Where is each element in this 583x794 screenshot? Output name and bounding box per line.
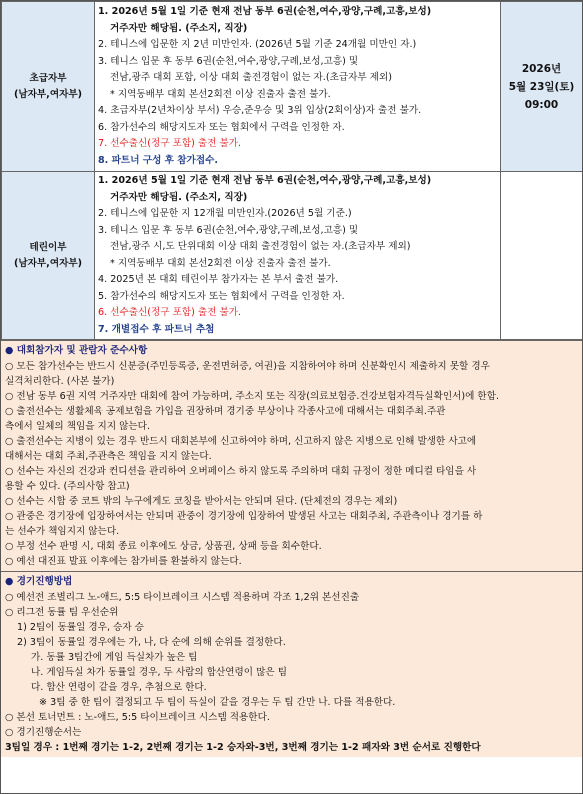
notice-heading: [5, 343, 578, 359]
method-line: ○ 경기진행순서는: [5, 727, 82, 738]
method-heading: [5, 574, 578, 590]
method-line: 3팀일 경우 : 1번째 경기는 1-2, 2번째 경기는 1-2 승자와-3번, 3번째 경기는 1-2 패자와 3번 순서로 진행한다: [5, 742, 481, 753]
division-table: [1, 1, 583, 340]
rule-line: 3. 테니스 입문 후 동부 6권(순천,여수,광양,구례,보성,고흥) 및: [98, 55, 359, 67]
rule-line: 2. 테니스에 입문한 지 12개월 미만인자.(2026년 5월 기준.): [98, 208, 352, 219]
rule-line: 1. 2026년 5월 1일 기준 현재 전남 동부 6권(순천,여수,광양,구례,고흥,보성): [98, 175, 432, 186]
notice-line: ○ 관중은 경기장에 입장하여서는 안되며 관중이 경기장에 입장하여 발생된 사고는 대회주최, 주관측이나 경기를 하: [5, 511, 483, 522]
rule-line: 거주자만 해당됨. (주소지, 직장): [110, 22, 248, 34]
date-cell-empty: [501, 172, 583, 340]
rule-line: 전남,광주 시,도 단위대회 이상 대회 출전경험이 없는 자.(초급자부 제외): [110, 241, 411, 252]
notice-line: ○ 예선 대진표 발표 이후에는 참가비를 환불하지 않는다.: [5, 556, 242, 567]
notice-title: 대회참가자 및 관람자 준수사항: [16, 345, 148, 356]
rule-line: 1. 2026년 5월 1일 기준 현재 전남 동부 6권(순천,여수,광양,구례,고흥,보성): [98, 6, 432, 17]
rule-line: 8. 파트너 구성 후 참가접수.: [98, 154, 218, 166]
method-section: [1, 571, 582, 757]
date-time: 09:00: [524, 98, 559, 111]
date-year: 2026년: [521, 62, 562, 75]
method-line: ○ 예선전 조별리그 노-애드, 5:5 타이브레이크 시스템 적용하며 각조 1,2위 본선진출: [5, 592, 360, 603]
notice-line: ○ 출전선수는 지병이 있는 경우 반드시 대회본부에 신고하여야 하며, 신고하지 않은 지병으로 인해 발생한 사고에: [5, 436, 477, 447]
notice-line: 실격처리한다. (사본 불가): [5, 376, 115, 387]
method-line: ※ 3팀 중 한 팀이 결정되고 두 팀이 득실이 같을 경우는 두 팀 간만 나. 다를 적용한다.: [39, 697, 396, 708]
division-gender: (남자부,여자부): [13, 257, 83, 269]
notice-line: ○ 출전선수는 생활체육 공제보험을 가입을 권장하며 경기중 부상이나 각종사고에 대해서는 대회주최.주관: [5, 406, 446, 417]
rule-line: * 지역동배부 대회 본선2회전 이상 진출자 출전 불가.: [110, 88, 331, 100]
division-row-beginner: [2, 2, 583, 172]
notice-line: ○ 선수는 자신의 건강과 컨디션을 관리하여 오버페이스 하지 않도록 주의하며 대회 규정이 정한 메디컬 타임을 사: [5, 466, 477, 477]
notice-line: 용할 수 있다. (주의사항 참고): [5, 481, 130, 492]
method-line: ○ 본선 토너먼트 : 노-애드, 5:5 타이브레이크 시스템 적용한다.: [5, 712, 270, 723]
rule-line: 7. 선수출신(정구 포함) 출전 불가.: [98, 138, 242, 149]
rule-line: 2. 테니스에 입문한 지 2년 미만인자. (2026년 5월 기준 24개월 미만인 자.): [98, 39, 417, 50]
eligibility-rules: [95, 172, 501, 340]
rule-line: 3. 테니스 입문 후 동부 6권(순천,여수,광양,구례,보성,고흥) 및: [98, 224, 359, 236]
notice-line: 대해서는 대회 주최,주관측은 책임을 지지 않는다.: [5, 451, 212, 462]
rule-line: 5. 참가선수의 해당지도자 또는 협회에서 구력을 인정한 자.: [98, 290, 345, 302]
rule-line: 6. 참가선수의 해당지도자 또는 협회에서 구력을 인정한 자.: [98, 121, 345, 133]
rule-line: * 지역동배부 대회 본선2회전 이상 진출자 출전 불가.: [110, 257, 331, 269]
division-row-teenie: [2, 172, 583, 340]
notice-section: [1, 340, 582, 571]
rule-line: 4. 2025년 본 대회 테린이부 참가자는 본 부서 출전 불가.: [98, 274, 339, 285]
division-name-cell: [2, 172, 95, 340]
method-line: 2) 3팀이 동률일 경우에는 가, 나, 다 순에 의해 순위를 결정한다.: [17, 637, 286, 648]
rule-line: 7. 개별접수 후 파트너 추첨: [98, 323, 215, 335]
notice-line: ○ 모든 참가선수는 반드시 신분증(주민등록증, 운전면허증, 여권)을 지참하여야 하며 신분확인시 제출하지 못할 경우: [5, 361, 490, 372]
notice-line: 측에서 일체의 책임을 지지 않는다.: [5, 421, 150, 432]
rule-line: 4. 초급자부(2년차이상 부서) 우승,준우승 및 3위 입상(2회이상)자 출전 불가.: [98, 105, 422, 116]
division-name-cell: [2, 2, 95, 172]
notice-line: ○ 선수는 시합 중 코트 밖의 누구에게도 코칭을 받아서는 안되며 된다. (단체전의 경우는 제외): [5, 496, 398, 507]
rule-line: 6. 선수출신(정구 포함) 출전 불가.: [98, 307, 242, 318]
division-name: 테린이부: [29, 241, 67, 253]
notice-line: 는 선수가 책임지지 않는다.: [5, 526, 120, 537]
rule-line: 전남,광주 대회 포함, 이상 대회 출전경험이 없는 자.(초급자부 제외): [110, 72, 392, 83]
eligibility-rules: [95, 2, 501, 172]
notice-line: ○ 부정 선수 판명 시, 대회 종료 이후에도 상금, 상품권, 상패 등을 회수한다.: [5, 541, 322, 552]
bullet-icon: ●: [5, 345, 14, 356]
method-line: 1) 2팀이 동률일 경우, 승자 승: [17, 622, 144, 633]
method-line: ○ 리그전 동률 팀 우선순위: [5, 607, 119, 618]
method-title: 경기진행방법: [16, 576, 73, 587]
method-line: 다. 합산 연령이 같을 경우, 추첨으로 한다.: [31, 682, 207, 693]
bullet-icon: ●: [5, 576, 14, 587]
date-cell: [501, 2, 583, 172]
method-line: 가. 동률 3팀간에 게임 득실차가 높은 팀: [31, 652, 198, 663]
division-name: 초급자부: [29, 72, 67, 84]
date-day: 5월 23일(토): [508, 80, 575, 93]
method-line: 나. 게임득실 차가 동률일 경우, 두 사람의 합산연령이 많은 팀: [31, 667, 287, 678]
rule-line: 거주자만 해당됨. (주소지, 직장): [110, 191, 248, 203]
notice-line: ○ 전남 동부 6권 지역 거주자만 대회에 참여 가능하며, 주소지 또는 직장(의료보험증.건강보험자격득실확인서)에 한함.: [5, 391, 500, 402]
division-gender: (남자부,여자부): [13, 88, 83, 100]
